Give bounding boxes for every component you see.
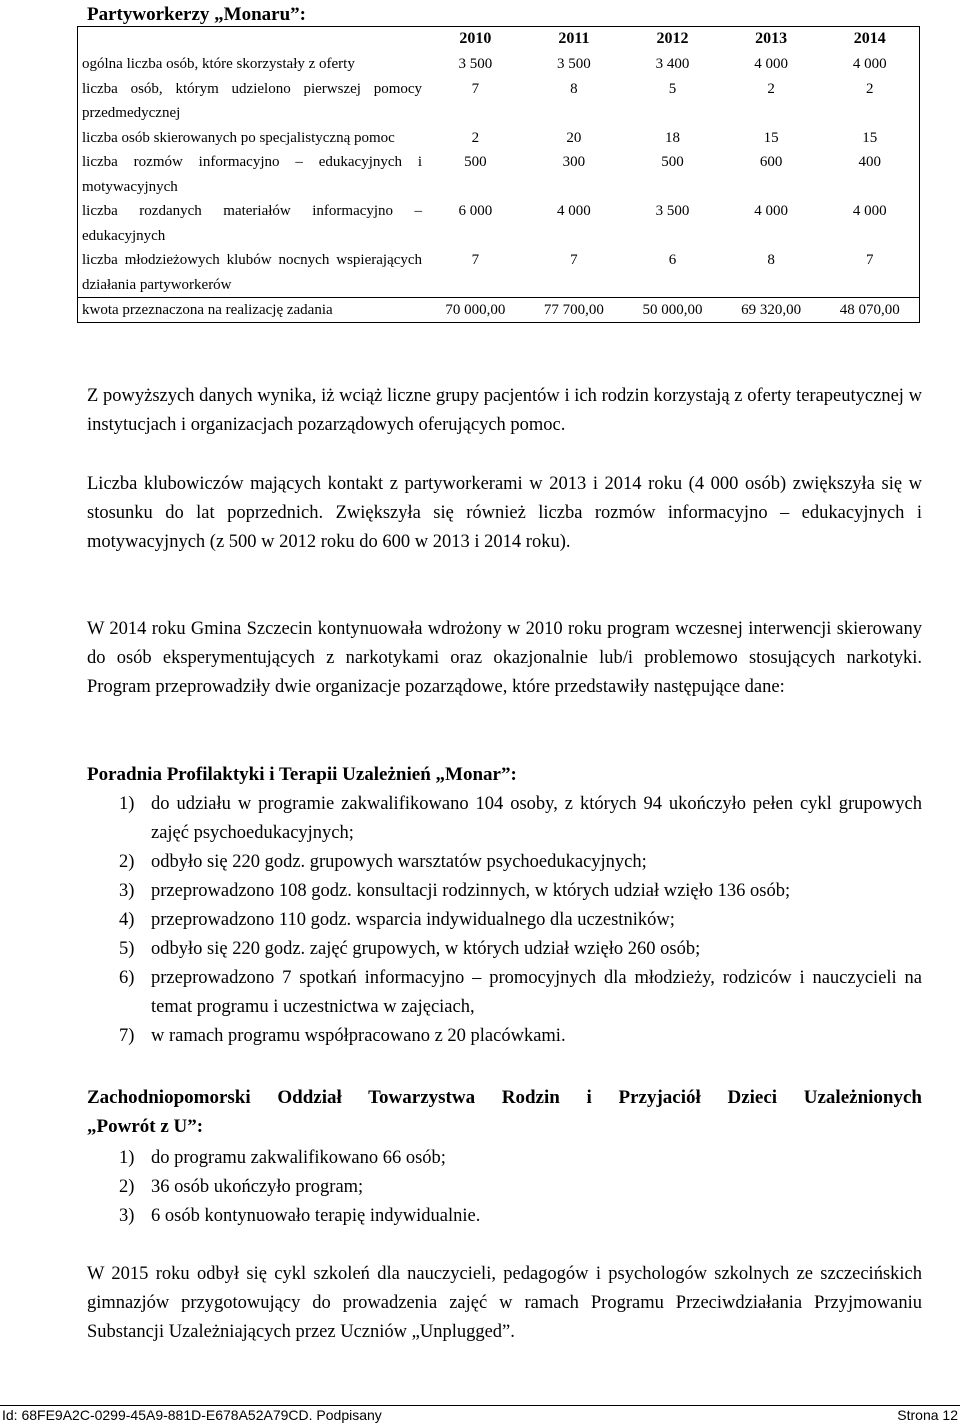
table-row [78, 77, 920, 126]
monar-results-list [87, 790, 922, 1051]
table-header-year: 2014 [853, 30, 886, 48]
list-marker: 7) [119, 1026, 135, 1046]
cell-value: 2 [865, 80, 874, 97]
cell-value: 20 [566, 129, 582, 146]
list-marker: 5) [119, 939, 135, 959]
cell-value: 7 [471, 252, 480, 268]
paragraph-program: W 2014 roku Gmina Szczecin kontynuowała wdrożony w 2010 roku program wczesnej interwencji skierowany do osób eksperymentujących z narkotykami oraz okazjonalnie lub/i problemowo stosujących narkotyki. Program przeprowadziły dwie organizacje pozarządowe, które przedstawiły następujące dane: [87, 619, 922, 697]
list-marker: 2) [119, 1177, 135, 1197]
cell-value: 5 [668, 80, 677, 97]
list-item [87, 790, 922, 848]
table-header-label [78, 27, 427, 53]
document-id: Id: 68FE9A2C-0299-45A9-881D-E678A52A79CD. Podpisany [2, 1407, 382, 1423]
cell-value: 8 [767, 252, 775, 268]
paragraph-clubbers: Liczba klubowiczów mających kontakt z partyworkerami w 2013 i 2014 roku (4 000 osób) zwiększyła się w stosunku do lat poprzednich. Zwiększyła się również liczba rozmów informacyjno – edukacyjnych i motywacyjnych (z 500 w 2012 roku do 600 w 2013 i 2014 roku). [87, 474, 922, 552]
cell-value: 2 [767, 80, 775, 97]
cell-value: 18 [665, 129, 680, 146]
list-item-text: przeprowadzono 108 godz. konsultacji rodzinnych, w których udział wzięło 136 osób; [151, 881, 791, 901]
list-marker: 1) [119, 794, 135, 814]
table-header-year: 2011 [558, 30, 590, 48]
cell-value: 8 [570, 80, 578, 97]
cell-value: 3 400 [655, 56, 690, 72]
list-item-text: odbyło się 220 godz. grupowych warsztatów psychoedukacyjnych; [151, 852, 647, 872]
cell-value: 4 000 [852, 203, 887, 219]
list-marker: 3) [119, 881, 135, 901]
page-number: Strona 12 [897, 1407, 958, 1423]
list-item [87, 1202, 922, 1231]
cell-value: 7 [471, 80, 480, 97]
cell-value: 500 [661, 154, 684, 170]
cell-value: 15 [763, 129, 779, 146]
table-row [78, 199, 920, 248]
cell-value: 7 [865, 252, 874, 268]
list-item-text: do udziału w programie zakwalifikowano 104 osoby, z których 94 ukończyło pełen cykl grupowych zajęć psychoedukacyjnych; [151, 794, 922, 843]
table-header-year: 2010 [459, 30, 492, 48]
row-label: liczba młodzieżowych klubów nocnych wspierających działania partyworkerów [82, 252, 423, 293]
list-marker: 4) [119, 910, 135, 930]
list-item-text: do programu zakwalifikowano 66 osób; [151, 1148, 446, 1168]
section-heading-monar-clinic: Poradnia Profilaktyki i Terapii Uzależnień „Monar”: [87, 764, 517, 785]
list-item-text: przeprowadzono 110 godz. wsparcia indywidualnego dla uczestników; [151, 910, 675, 930]
list-item-text: 36 osób ukończyło program; [151, 1177, 364, 1197]
row-label: liczba rozmów informacyjno – edukacyjnych i motywacyjnych [82, 154, 423, 195]
cell-value: 70 000,00 [426, 298, 525, 323]
cell-value: 3 500 [557, 56, 591, 72]
list-marker: 2) [119, 852, 135, 872]
cell-value: 6 000 [458, 203, 493, 219]
list-item [87, 935, 922, 964]
cell-value: 69 320,00 [722, 298, 821, 323]
row-label: liczba osób skierowanych po specjalistyczną pomoc [82, 129, 395, 146]
list-marker: 1) [119, 1148, 135, 1168]
list-item-text: przeprowadzono 7 spotkań informacyjno – promocyjnych dla młodzieży, rodziców i nauczycieli na temat programu i uczestnictwa w zajęciach, [151, 968, 922, 1017]
cell-value: 400 [858, 154, 881, 170]
cell-value: 4 000 [754, 56, 788, 72]
cell-value: 48 070,00 [820, 298, 919, 323]
list-marker: 3) [119, 1206, 135, 1226]
paragraph-training: W 2015 roku odbył się cykl szkoleń dla nauczycieli, pedagogów i psychologów szkolnych ze szczecińskich gimnazjów przygotowujący do prowadzenia zajęć w ramach Programu Przeciwdziałania Przyjmowaniu Substancji Uzależniających przez Uczniów „Unplugged”. [87, 1264, 922, 1342]
cell-value: 300 [562, 154, 586, 170]
cell-value: 600 [759, 154, 783, 170]
cell-value: 500 [464, 154, 487, 170]
section-heading-towarzystwo-name: „Powrót z U”: [87, 1116, 204, 1137]
table-row [78, 126, 920, 151]
list-item [87, 906, 922, 935]
table-row-total [78, 298, 920, 323]
statistics-table [77, 26, 920, 323]
row-label: liczba osób, którym udzielono pierwszej pomocy przedmedycznej [82, 80, 423, 121]
list-item [87, 1022, 922, 1051]
cell-value: 4 000 [754, 203, 788, 219]
row-label: liczba rozdanych materiałów informacyjno – edukacyjnych [82, 203, 423, 244]
cell-value: 3 500 [655, 203, 690, 219]
list-item-text: w ramach programu współpracowano z 20 placówkami. [151, 1026, 566, 1046]
row-label: ogólna liczba osób, które skorzystały z oferty [82, 56, 355, 72]
cell-value: 77 700,00 [525, 298, 624, 323]
powrot-results-list [87, 1144, 922, 1231]
list-item [87, 1144, 922, 1173]
paragraph-summary: Z powyższych danych wynika, iż wciąż liczne grupy pacjentów i ich rodzin korzystają z oferty terapeutycznej w instytucjach i organizacjach pozarządowych oferujących pomoc. [87, 386, 922, 435]
table-row [78, 248, 920, 298]
cell-value: 2 [471, 129, 480, 146]
page-footer [0, 1405, 960, 1425]
table-header-year: 2013 [755, 30, 788, 48]
section-heading-partyworkerzy: Partyworkerzy „Monaru”: [87, 4, 306, 25]
table-header-year: 2012 [656, 30, 689, 48]
section-heading-towarzystwo: Zachodniopomorski Oddział Towarzystwa Rodzin i Przyjaciół Dzieci Uzależnionych [87, 1087, 922, 1108]
cell-value: 50 000,00 [623, 298, 722, 323]
cell-value: 3 500 [458, 56, 493, 72]
cell-value: 4 000 [852, 56, 887, 72]
list-marker: 6) [119, 968, 135, 988]
list-item [87, 848, 922, 877]
list-item [87, 964, 922, 1022]
cell-value: 4 000 [557, 203, 591, 219]
table-row [78, 150, 920, 199]
cell-value: 6 [668, 252, 677, 268]
list-item-text: odbyło się 220 godz. zajęć grupowych, w których udział wzięło 260 osób; [151, 939, 701, 959]
table-row [78, 52, 920, 77]
cell-value: 7 [570, 252, 578, 268]
list-item-text: 6 osób kontynuowało terapię indywidualnie. [151, 1206, 481, 1226]
table-header-row [78, 27, 920, 53]
list-item [87, 877, 922, 906]
row-label: kwota przeznaczona na realizację zadania [78, 298, 427, 323]
list-item [87, 1173, 922, 1202]
cell-value: 15 [862, 129, 878, 146]
